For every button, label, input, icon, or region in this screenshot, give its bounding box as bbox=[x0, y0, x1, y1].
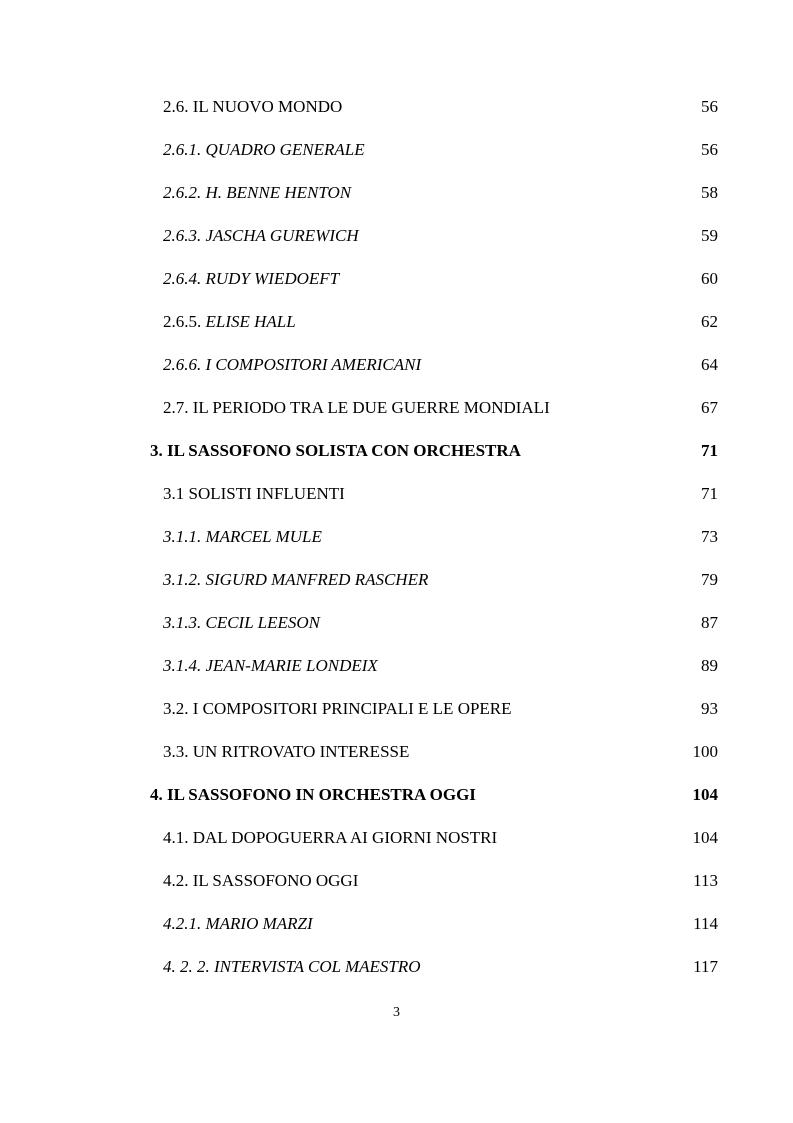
toc-entry-page: 100 bbox=[692, 742, 718, 761]
toc-entry-page: 67 bbox=[701, 398, 718, 417]
toc-entry bbox=[0, 816, 793, 859]
toc-entry-page: 113 bbox=[693, 871, 718, 890]
toc-entry-title bbox=[150, 429, 521, 472]
toc-entry-page: 87 bbox=[701, 613, 718, 632]
toc-entry-page: 71 bbox=[701, 441, 718, 460]
toc-entry-title bbox=[163, 128, 365, 171]
toc-entry-text: 2.6. IL NUOVO MONDO bbox=[163, 97, 343, 116]
toc-entry bbox=[0, 644, 793, 687]
toc-entry-text: 3.3. UN RITROVATO INTERESSE bbox=[163, 742, 410, 761]
toc-entry-page: 73 bbox=[701, 527, 718, 546]
toc-entry bbox=[0, 257, 793, 300]
toc-entry bbox=[0, 472, 793, 515]
toc-entry-title bbox=[163, 171, 351, 214]
toc-entry bbox=[0, 945, 793, 988]
toc-entry-page: 104 bbox=[692, 785, 718, 804]
toc-entry-text-italic: 3.1.3. CECIL LEESON bbox=[163, 613, 320, 632]
toc-entry-title bbox=[163, 601, 320, 644]
toc-entry-text: 4.1. DAL DOPOGUERRA AI GIORNI NOSTRI bbox=[163, 828, 498, 847]
toc-entry-page: 60 bbox=[701, 269, 718, 288]
toc-entry-text-italic: 2.6.4. RUDY WIEDOEFT bbox=[163, 269, 340, 288]
toc-entry-page: 64 bbox=[701, 355, 718, 374]
toc-entry-title bbox=[163, 687, 512, 730]
toc-entry-page: 93 bbox=[701, 699, 718, 718]
toc-entry bbox=[0, 386, 793, 429]
toc-entry bbox=[0, 171, 793, 214]
table-of-contents bbox=[0, 85, 793, 988]
toc-entry-text-italic: 4. 2. 2. INTERVISTA COL MAESTRO bbox=[163, 957, 421, 976]
toc-entry-text-italic: 2.6.1. QUADRO GENERALE bbox=[163, 140, 365, 159]
toc-entry-page: 117 bbox=[693, 957, 718, 976]
toc-entry-text: 3. IL SASSOFONO SOLISTA CON ORCHESTRA bbox=[150, 441, 521, 460]
toc-entry-page: 58 bbox=[701, 183, 718, 202]
toc-entry-text-italic: 4.2.1. MARIO MARZI bbox=[163, 914, 313, 933]
toc-entry-text-italic: 3.1.2. SIGURD MANFRED RASCHER bbox=[163, 570, 429, 589]
toc-entry-page: 56 bbox=[701, 97, 718, 116]
toc-entry-page: 56 bbox=[701, 140, 718, 159]
toc-entry bbox=[0, 128, 793, 171]
toc-entry-title bbox=[163, 859, 358, 902]
toc-entry-page: 71 bbox=[701, 484, 718, 503]
toc-entry bbox=[0, 730, 793, 773]
toc-entry bbox=[0, 343, 793, 386]
toc-entry bbox=[0, 859, 793, 902]
toc-entry-title bbox=[163, 85, 342, 128]
toc-entry-title bbox=[163, 343, 421, 386]
toc-entry-text-italic: 2.6.3. JASCHA GUREWICH bbox=[163, 226, 359, 245]
toc-entry bbox=[0, 687, 793, 730]
toc-entry-text-italic: 3.1.4. JEAN-MARIE LONDEIX bbox=[163, 656, 378, 675]
toc-entry-title bbox=[163, 257, 339, 300]
toc-entry-text: 4.2. IL SASSOFONO OGGI bbox=[163, 871, 359, 890]
toc-chapter-entry bbox=[0, 429, 793, 472]
toc-entry bbox=[0, 214, 793, 257]
toc-entry-text: 3.2. I COMPOSITORI PRINCIPALI E LE OPERE bbox=[163, 699, 512, 718]
toc-entry-title bbox=[163, 902, 313, 945]
toc-chapter-entry bbox=[0, 773, 793, 816]
toc-entry-title bbox=[163, 214, 359, 257]
toc-entry-title bbox=[163, 515, 322, 558]
toc-entry-title bbox=[163, 644, 378, 687]
toc-entry-title bbox=[163, 558, 428, 601]
page-number: 3 bbox=[393, 1005, 400, 1020]
toc-entry-text-italic: 3.1.1. MARCEL MULE bbox=[163, 527, 322, 546]
toc-entry-text: 2.7. IL PERIODO TRA LE DUE GUERRE MONDIALI bbox=[163, 398, 550, 417]
toc-entry-title bbox=[163, 472, 345, 515]
toc-entry-title bbox=[163, 386, 550, 429]
toc-entry bbox=[0, 85, 793, 128]
toc-entry bbox=[0, 902, 793, 945]
toc-entry bbox=[0, 515, 793, 558]
toc-entry bbox=[0, 601, 793, 644]
toc-entry-page: 114 bbox=[693, 914, 718, 933]
toc-entry-text-italic: ELISE HALL bbox=[205, 312, 296, 331]
toc-entry-title bbox=[150, 773, 476, 816]
toc-entry-page: 89 bbox=[701, 656, 718, 675]
toc-entry bbox=[0, 558, 793, 601]
toc-entry-text: 3.1 SOLISTI INFLUENTI bbox=[163, 484, 345, 503]
toc-entry-text: 4. IL SASSOFONO IN ORCHESTRA OGGI bbox=[150, 785, 476, 804]
toc-entry-text-italic: 2.6.2. H. BENNE HENTON bbox=[163, 183, 352, 202]
toc-entry-title bbox=[163, 816, 497, 859]
toc-entry-text-italic: 2.6.6. I COMPOSITORI AMERICANI bbox=[163, 355, 422, 374]
toc-entry-page: 104 bbox=[692, 828, 718, 847]
toc-entry-title bbox=[163, 730, 409, 773]
toc-entry-text: 2.6.5. bbox=[163, 312, 206, 331]
toc-entry-title bbox=[163, 300, 296, 343]
toc-entry-page: 79 bbox=[701, 570, 718, 589]
toc-entry-title bbox=[163, 945, 421, 988]
toc-entry bbox=[0, 300, 793, 343]
toc-entry-page: 62 bbox=[701, 312, 718, 331]
toc-entry-page: 59 bbox=[701, 226, 718, 245]
